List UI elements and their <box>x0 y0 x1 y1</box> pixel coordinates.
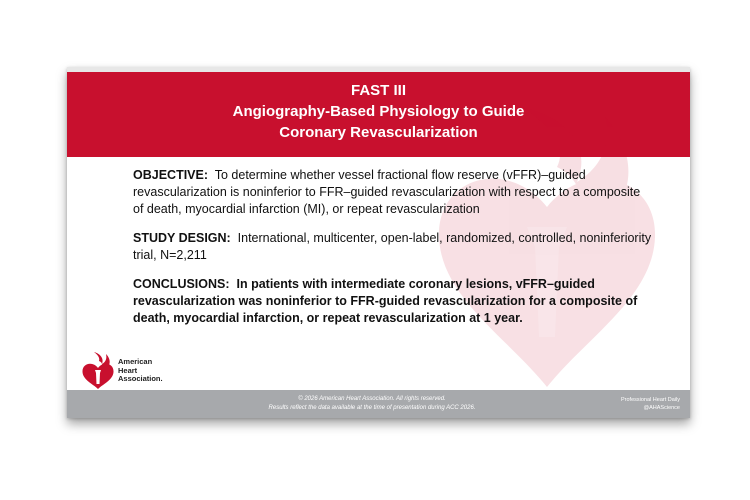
social-handle: @AHAScience <box>643 405 680 411</box>
objective-paragraph <box>133 167 653 218</box>
aha-logo <box>81 350 201 390</box>
copyright-text: © 2026 American Heart Association. All rights reserved. <box>298 396 446 402</box>
title-line-1: Angiography-Based Physiology to Guide <box>232 103 525 120</box>
content <box>133 167 653 339</box>
objective-label: OBJECTIVE: <box>133 168 209 182</box>
title-line-2: Coronary Revascularization <box>279 124 478 141</box>
slide <box>67 67 690 418</box>
objective-text: To determine whether vessel fractional flow reserve (vFFR)–guided revascularization is noninferior to FFR–guided revascularization with respect to a composite of death, myocardial infarction (MI), or repeat revascularization <box>133 168 641 216</box>
aha-heart-torch-icon <box>81 350 115 390</box>
trial-name: FAST III <box>350 82 406 99</box>
study-design-text: International, multicenter, open-label, randomized, controlled, noninferiority trial, N=2,211 <box>133 231 652 262</box>
conclusions-label: CONCLUSIONS: <box>133 277 230 291</box>
publication-name: Professional Heart Daily <box>621 397 680 403</box>
conclusions-paragraph <box>133 276 653 327</box>
study-design-label: STUDY DESIGN: <box>133 231 231 245</box>
conclusions-text: In patients with intermediate coronary lesions, vFFR–guided revascularization was noninferior to FFR-guided revascularization for a composite of death, myocardial infarction, or repeat revascularization at 1 year. <box>133 277 638 325</box>
study-design-paragraph <box>133 230 653 264</box>
presentation-note: Results reflect the data available at the time of presentation during ACC 2026. <box>268 405 476 411</box>
aha-wordmark: American Heart Association. <box>118 357 163 383</box>
footer-legal <box>227 395 517 413</box>
footer-bar <box>67 390 690 418</box>
footer-credits <box>621 396 680 412</box>
